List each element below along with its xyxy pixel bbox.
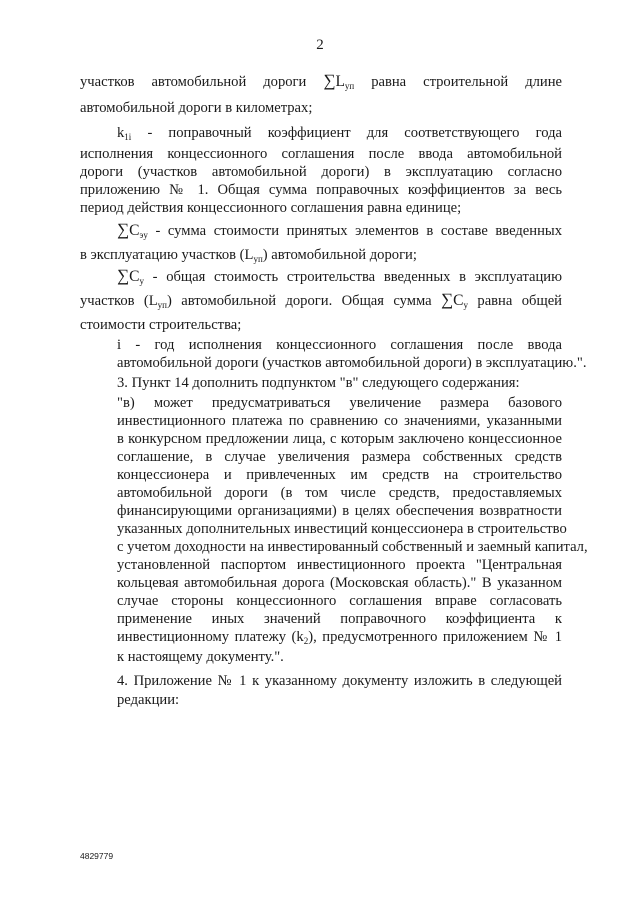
text-line: к настоящему документу.".	[117, 649, 284, 665]
text-line: автомобильной дороги (в том числе средств, предоставляемых	[117, 485, 562, 501]
text-line: в эксплуатацию участков $(L_{уп})$ автомобильной дороги;	[80, 247, 417, 264]
text-line: установленной паспортом инвестиционного проекта "Центральная	[117, 557, 562, 573]
text-line: период действия концессионного соглашения равна единице;	[80, 200, 462, 216]
text-line: i - год исполнения концессионного соглашения после ввода	[117, 337, 562, 353]
page-number: 2	[316, 37, 324, 53]
text-line: 3. Пункт 14 дополнить подпунктом "в" следующего содержания:	[117, 375, 520, 391]
text-line: финансирующими организациями) в целях обеспечения возвратности	[117, 503, 562, 519]
text-line: $\sum C_{эу}$ - сумма стоимости принятых элементов в составе введенных	[117, 220, 562, 240]
text-line: дороги (участков автомобильной дороги) в эксплуатацию согласно	[80, 164, 562, 180]
text-line: $k_{1i}$ - поправочный коэффициент для соответствующего года	[117, 125, 562, 142]
document-code: 4829779	[80, 851, 114, 861]
text-line: редакции:	[117, 692, 180, 708]
text-line: "в) может предусматриваться увеличение размера базового	[117, 395, 562, 411]
text-line: концессионера и привлеченных им средств на строительство	[117, 467, 562, 483]
text-line: исполнения концессионного соглашения после ввода автомобильной	[80, 146, 562, 162]
k1i-formula: $k_{1i}$	[117, 125, 132, 142]
text-line: участков $(L_{уп})$ автомобильной дороги. Общая сумма $\sum C_у$ равна общей	[80, 290, 562, 310]
text-line: приложению № 1. Общая сумма поправочных коэффициентов за весь	[80, 182, 562, 198]
sum-C-ey-formula: $\sum C_{эу}$	[117, 220, 148, 240]
text-line: соглашение, в случае увеличения размера собственных средств	[117, 449, 562, 465]
text-line: в конкурсном предложении лица, с которым заключено концессионное	[117, 431, 562, 447]
text-line: участков автомобильной дороги $\sum L_{уп}$ равна строительной длине	[80, 71, 562, 91]
text-line: автомобильной дороги (участков автомобильной дороги) в эксплуатацию.".	[117, 355, 587, 371]
text-line: применение иных значений поправочного коэффициента к	[117, 611, 562, 627]
text-line: случае стороны концессионного соглашения вправе согласовать	[117, 593, 562, 609]
sum-C-y-formula: $\sum C_у$	[117, 266, 144, 286]
text-line: $\sum C_у$ - общая стоимость строительства введенных в эксплуатацию	[117, 266, 562, 286]
text-line: инвестиционному платежу $(k_2)$, предусмотренного приложением № 1	[117, 629, 562, 646]
text-line: указанных дополнительных инвестиций концессионера в строительство	[117, 521, 567, 537]
text-line: кольцевая автомобильная дорога (Московская область)." В указанном	[117, 575, 562, 591]
sum-C-y-formula: $\sum C_у$	[441, 290, 468, 310]
text-line: с учетом доходности на инвестированный собственный и заемный капитал,	[117, 539, 588, 555]
text-line: инвестиционного платежа по сравнению со значениями, указанными	[117, 413, 562, 429]
text-line: автомобильной дороги в километрах;	[80, 100, 313, 116]
sum-L-yn-formula: $\sum L_{уп}$	[323, 71, 355, 91]
text-line: 4. Приложение № 1 к указанному документу изложить в следующей	[117, 673, 562, 689]
text-line: стоимости строительства;	[80, 317, 242, 333]
